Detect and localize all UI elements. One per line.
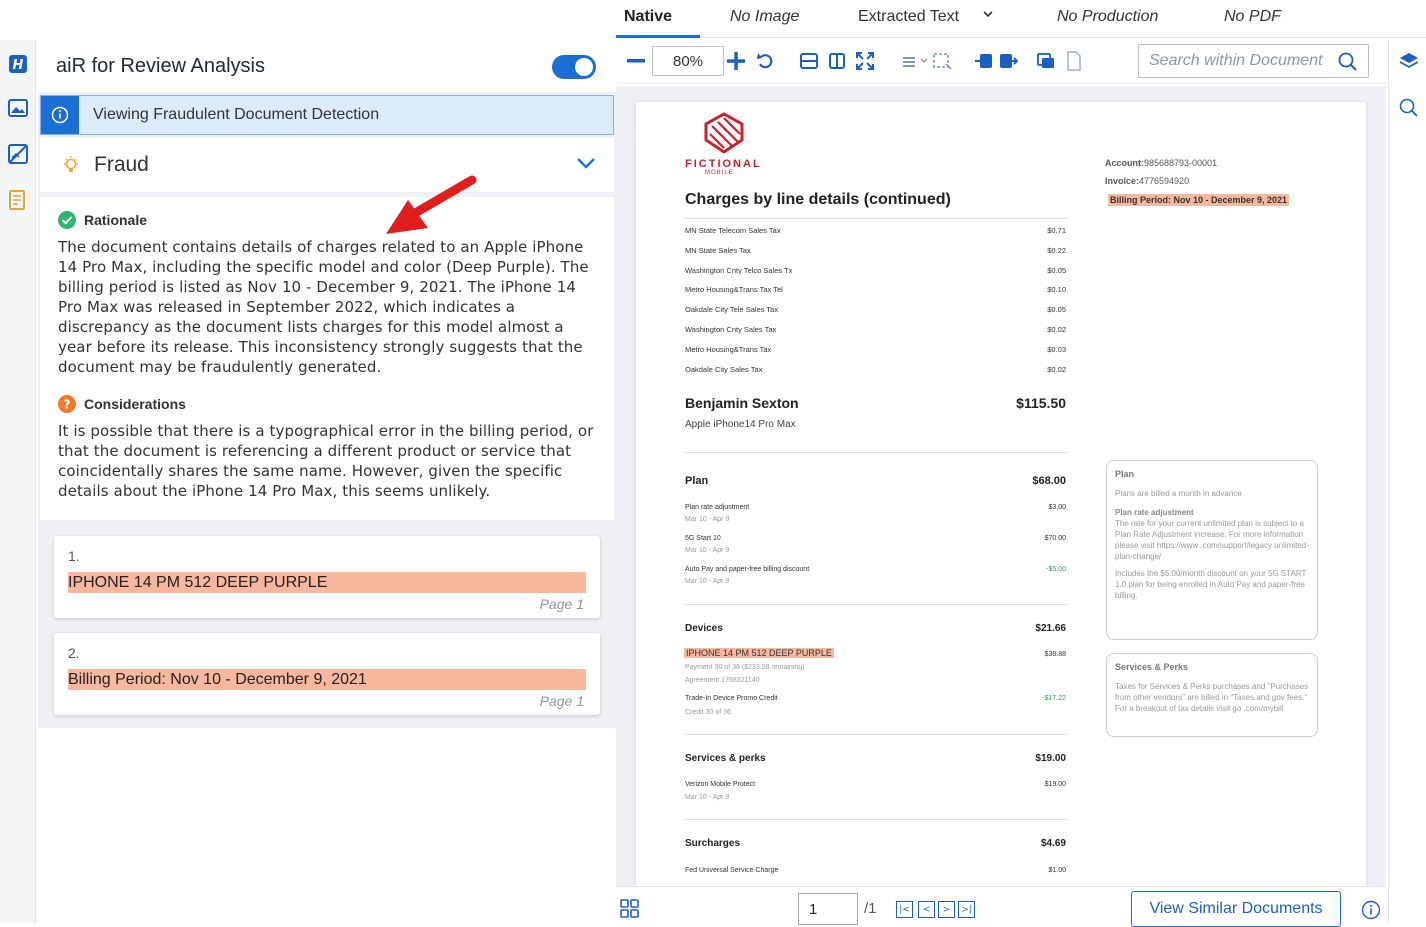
image-icon[interactable]: [6, 96, 30, 120]
search-icon[interactable]: [1399, 98, 1419, 118]
plan-box-subtitle: Plan rate adjustment: [1115, 508, 1194, 517]
last-page-icon[interactable]: >|: [958, 901, 975, 918]
notes-icon[interactable]: [6, 188, 30, 212]
right-rail: [1388, 40, 1426, 923]
divider: [685, 819, 1067, 820]
tab-no-pdf[interactable]: No PDF: [1224, 8, 1281, 25]
invoice-line: [1105, 176, 1189, 186]
tax-row-label: Metro Housing&Trans Tax Tel: [685, 285, 783, 295]
rationale-title: Rationale: [84, 212, 148, 228]
divider: [685, 452, 1067, 453]
plan-row-date: Mar 10 - Apr 9: [685, 578, 730, 585]
info-icon[interactable]: [1361, 900, 1381, 920]
highlight-card[interactable]: [54, 633, 600, 715]
plan-row-value: $70.00: [1044, 535, 1066, 542]
plan-row-value: -$5.00: [1046, 566, 1066, 573]
category-label: Fraud: [94, 153, 149, 176]
credit-label: Trade-In Device Promo Credit: [685, 695, 778, 702]
divider: [685, 734, 1067, 735]
tax-row-value: $0.02: [1047, 364, 1066, 374]
plan-row-date: Mar 10 - Apr 9: [685, 516, 730, 523]
plan-box-text2: Includes the $5.00/month discount on your 5G START 1.0 plan for being enrolled in Auto Pay and paper-free billing.: [1115, 569, 1307, 600]
perks-box-title: Services & Perks: [1115, 662, 1189, 672]
services-title: Services & perks: [685, 753, 766, 764]
plan-info-box: [1106, 460, 1318, 640]
page-total: /1: [864, 900, 877, 917]
air-review-panel: [38, 40, 616, 728]
rationale-card: [40, 197, 614, 520]
billing-period-highlight[interactable]: Billing Period: Nov 10 - December 9, 2021: [1110, 195, 1288, 205]
plan-total: $68.00: [1032, 475, 1066, 487]
tax-row-value: $0.22: [1047, 245, 1066, 255]
pdf-file-icon[interactable]: [1062, 50, 1086, 72]
account-value: 985688793-00001: [1144, 158, 1218, 168]
rationale-text: The document contains details of charges related to an Apple iPhone 14 Pro Max, including the specific model and color (Deep Purple). The billing period is listed as Nov 10 - December 9, 2021. The iPhone 14 Pro Max was released in September 2022, which indicates a discrepancy as the document lists charges for this model almost a year before its release. This inconsistency strongly suggests that the document may be fraudulently generated.: [58, 238, 589, 376]
search-placeholder: Search within Document: [1149, 52, 1323, 69]
account-label: Account:: [1105, 158, 1144, 168]
invoice-label: Invoice:: [1105, 176, 1140, 186]
rationale-heading: [58, 211, 596, 229]
customer-name: Benjamin Sexton: [685, 395, 799, 411]
credit-value: -$17.22: [1042, 695, 1066, 702]
surcharges-title: Surcharges: [685, 838, 741, 849]
tax-row-value: $0.05: [1047, 265, 1066, 275]
tab-no-production[interactable]: No Production: [1057, 8, 1159, 25]
svg-text:?: ?: [63, 397, 71, 412]
credit-sub: Credit 30 of 36: [685, 709, 731, 716]
surcharges-row-value: $1.00: [1048, 867, 1066, 874]
device-highlight[interactable]: IPHONE 14 PM 512 DEEP PURPLE: [686, 648, 832, 658]
highlight-page[interactable]: Page 1: [539, 693, 584, 709]
annotation-arrow: [380, 172, 480, 242]
chevron-down-icon[interactable]: [983, 10, 993, 18]
considerations-title: Considerations: [84, 396, 186, 412]
highlight-card[interactable]: [54, 536, 600, 618]
tax-row-value: $0.71: [1047, 226, 1066, 235]
first-page-icon[interactable]: |<: [896, 901, 913, 918]
customer-device: Apple iPhone14 Pro Max: [685, 419, 796, 430]
active-tab-indicator: [616, 35, 700, 38]
plan-row-value: $3.00: [1048, 504, 1066, 511]
surcharges-total: $4.69: [1040, 838, 1066, 849]
tax-row-label: Metro Housing&Trans Tax: [685, 344, 772, 354]
plan-title: Plan: [685, 475, 709, 487]
perks-box-text: Taxes for Services & Perks purchases and "Purchases from other vendors" are billed in "Taxes and gov fees." For a breakout of tax details visit go .com/mybill: [1115, 682, 1309, 713]
tab-native[interactable]: Native: [624, 8, 673, 25]
view-tabs: [616, 0, 1426, 38]
check-circle-icon: [58, 211, 76, 229]
fit-width-icon[interactable]: [797, 50, 821, 72]
zoom-in-icon[interactable]: [724, 50, 748, 72]
info-icon: [41, 96, 79, 134]
fictional-mobile-logo: [702, 112, 746, 154]
divider: [685, 604, 1067, 605]
select-region-icon[interactable]: [930, 50, 954, 72]
logo-text: FICTIONAL: [685, 158, 762, 170]
chevron-down-icon[interactable]: [576, 156, 596, 170]
perks-info-box: [1106, 653, 1318, 737]
svg-text:H: H: [12, 58, 24, 73]
h-logo-icon[interactable]: [6, 52, 30, 76]
plan-row-label: Plan rate adjustment: [685, 504, 750, 511]
panel-title: aiR for Review Analysis: [56, 54, 265, 77]
next-page-icon[interactable]: >: [938, 901, 955, 918]
logo-subtext: MOBILE: [705, 170, 734, 176]
redact-page-icon[interactable]: [996, 50, 1020, 72]
fullscreen-icon[interactable]: [853, 50, 877, 72]
account-line: [1105, 158, 1217, 168]
tab-no-image[interactable]: No Image: [730, 8, 800, 25]
highlight-number: 1.: [68, 548, 80, 564]
tax-row-label: MN State Sales Tax: [685, 245, 751, 255]
category-row[interactable]: [40, 138, 614, 192]
tax-row-label: Washington Cnty Sales Tax: [685, 325, 777, 334]
tax-row-value: $0.03: [1047, 344, 1066, 354]
tax-row-label: Oakdale City Sales Tax: [685, 364, 763, 374]
highlight-text: IPHONE 14 PM 512 DEEP PURPLE: [68, 572, 586, 593]
tax-row-value: $0.05: [1047, 305, 1066, 315]
layers-icon[interactable]: [1399, 52, 1419, 70]
search-icon[interactable]: [1338, 52, 1358, 72]
left-rail: [0, 40, 36, 923]
rotate-icon[interactable]: [754, 50, 778, 72]
services-total: $19.00: [1035, 753, 1066, 764]
plan-box-text: The rate for your current unlimited plan is subject to a Plan Rate Adjustment increase. For more information please visit https://www .com/support/legacy unlimited-plan-change/: [1115, 519, 1309, 561]
divider: [685, 218, 1067, 219]
document-page: [636, 102, 1366, 886]
zoom-out-icon[interactable]: [624, 50, 648, 72]
device-value: $38.88: [1044, 651, 1066, 658]
tax-row-label: Oakdale City Tele Sales Tax: [685, 305, 779, 315]
page-number-input[interactable]: 1: [798, 893, 858, 925]
highlight-number: 2.: [68, 645, 80, 661]
services-row-value: $19.00: [1044, 781, 1066, 788]
tax-row-label: MN State Telecom Sales Tax: [685, 226, 781, 235]
prev-page-icon[interactable]: <: [918, 901, 935, 918]
considerations-text: It is possible that there is a typographical error in the billing period, or that the document is referencing a different product or service that coincidentally shares the same name. However, given the specific details about the iPhone 14 Pro Max, this seems unlikely.: [58, 422, 594, 500]
pager-bar: [616, 886, 1386, 923]
analysis-toggle[interactable]: [552, 55, 596, 79]
document-toolbar: [616, 40, 1386, 84]
services-row-date: Mar 10 - Apr 9: [685, 794, 730, 801]
tax-row-value: $0.02: [1047, 325, 1066, 334]
document-heading: Charges by line details (continued): [685, 191, 951, 208]
device-agreement: Agreement 1768321140: [685, 677, 760, 684]
tax-row-label: Washington Cnty Telco Sales Tx: [685, 265, 793, 275]
plan-row-label: 5G Start 10: [685, 535, 721, 542]
fit-page-icon[interactable]: [825, 50, 849, 72]
considerations-heading: [58, 395, 596, 413]
plan-row-label: Auto Pay and paper-free billing discount: [685, 566, 810, 573]
lightbulb-icon: [62, 155, 80, 175]
copy-icon[interactable]: [1034, 50, 1058, 72]
plan-row-date: Mar 10 - Apr 9: [685, 547, 730, 554]
zoom-input[interactable]: 80%: [652, 46, 724, 76]
tax-row-value: $0.10: [1047, 285, 1066, 295]
question-circle-icon: [58, 395, 76, 413]
chevron-down-icon[interactable]: [918, 50, 930, 72]
thumbnails-icon[interactable]: [620, 899, 640, 919]
services-row-label: Verizon Mobile Protect: [685, 781, 756, 788]
search-input[interactable]: [1138, 44, 1369, 78]
invoice-value: 4776594920: [1139, 176, 1190, 186]
surcharges-row-label: Fed Universal Service Charge: [685, 867, 779, 874]
plan-box-line: Plans are billed a month in advance: [1115, 489, 1242, 498]
plan-box-title: Plan: [1115, 469, 1135, 479]
no-image-icon[interactable]: [6, 142, 30, 166]
devices-total: $21.66: [1035, 623, 1066, 634]
device-payment: Payment 30 of 36 ($233.28 remaining): [685, 664, 805, 671]
highlight-text: Billing Period: Nov 10 - December 9, 2021: [68, 669, 586, 690]
view-similar-documents-button[interactable]: View Similar Documents: [1131, 891, 1341, 927]
tab-extracted-text[interactable]: Extracted Text: [858, 8, 960, 25]
devices-title: Devices: [685, 623, 723, 634]
customer-total: $115.50: [1016, 395, 1066, 411]
redact-icon[interactable]: [972, 50, 996, 72]
panel-header: [38, 40, 616, 92]
highlight-page[interactable]: Page 1: [539, 596, 584, 612]
info-banner: [40, 95, 614, 135]
info-banner-text: Viewing Fraudulent Document Detection: [93, 106, 380, 123]
